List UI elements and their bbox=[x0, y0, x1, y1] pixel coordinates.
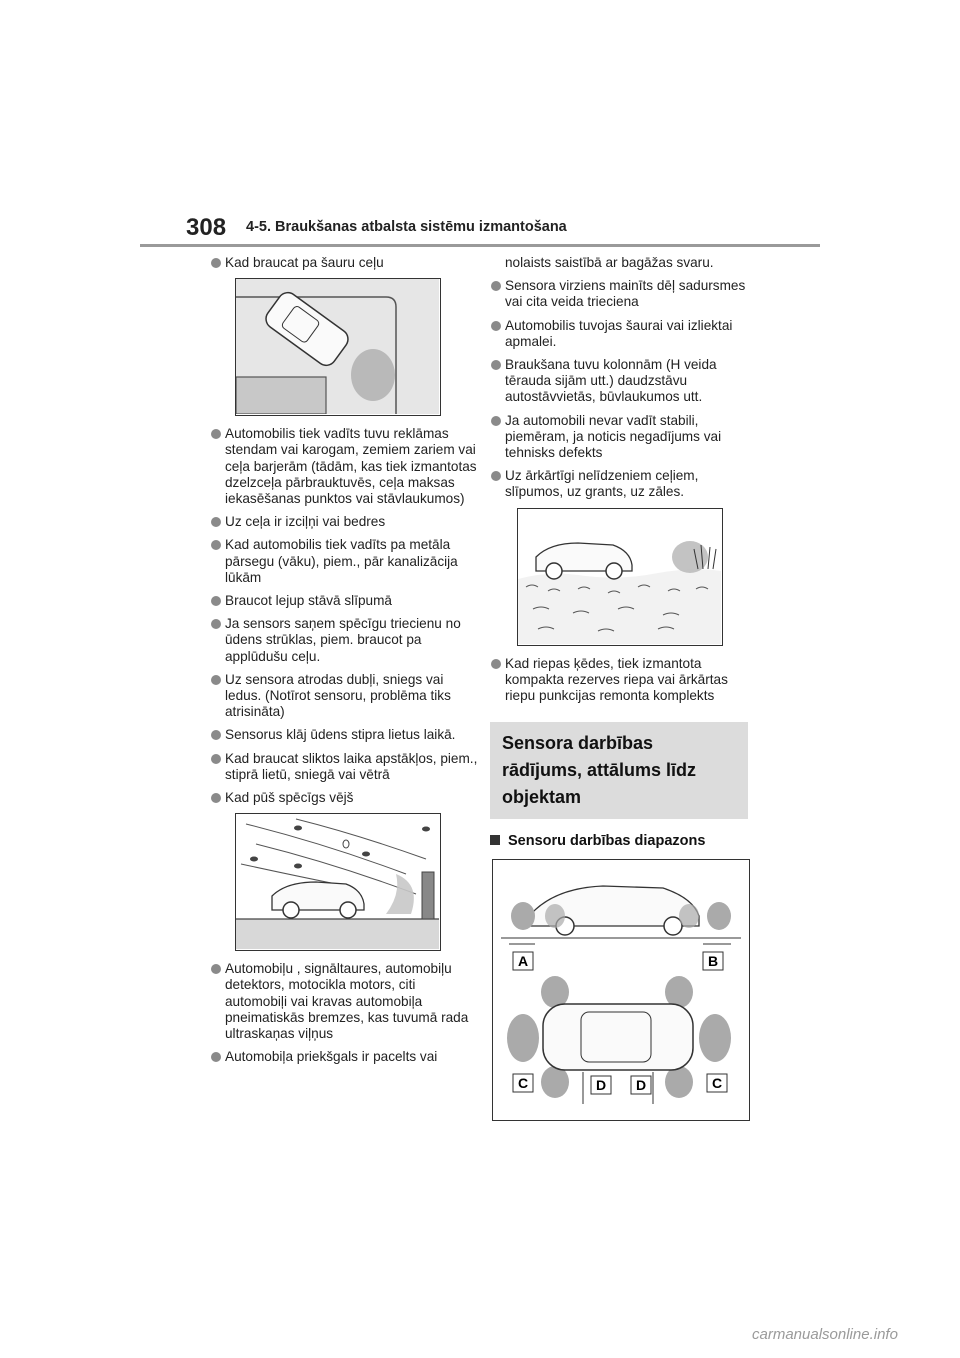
strong-wind-illustration bbox=[235, 813, 441, 951]
list-item: Kad automobilis tiek vadīts pa metāla pārsegu (vāku), piem., pār kanalizācija lūkām bbox=[210, 537, 478, 586]
continued-text: nolaists saistībā ar bagāžas svaru. bbox=[505, 255, 714, 270]
list-item: Uz ārkārtīgi nelīdzeniem ceļiem, slīpumos, uz grants, uz zāles. bbox=[490, 468, 758, 500]
list-item: Automobiļu , signāltaures, automobiļu detektors, motocikla motors, citi automobiļi vai kravas automobiļa pneimatiskās bremzes, kas tuvumā rada ultraskaņas viļņus bbox=[210, 961, 478, 1042]
subheading: Sensoru darbības diapazons bbox=[490, 833, 758, 849]
narrow-road-illustration bbox=[235, 278, 441, 416]
list-item: Braukšana tuvu kolonnām (H veida tērauda sijām utt.) daudzstāvu autostāvvietās, būvlaukumos utt. bbox=[490, 357, 758, 406]
list-item: Automobilis tuvojas šaurai vai izliektai apmalei. bbox=[490, 318, 758, 350]
square-bullet-icon bbox=[490, 835, 500, 845]
sensor-range-diagram bbox=[492, 859, 750, 1121]
list-item: Automobilis tiek vadīts tuvu reklāmas stendam vai karogam, zemiem zariem vai ceļa barjerām (tādām, kas tiek izmantotas dzelzceļa pārbrauktuvēs, ceļa maksas iekasēšanas punktos vai stāvlaukumos) bbox=[210, 426, 478, 507]
rough-road-illustration bbox=[517, 508, 723, 646]
label-c-left: C bbox=[517, 1075, 529, 1092]
list-item: Sensorus klāj ūdens stipra lietus laikā. bbox=[210, 727, 478, 743]
page-number: 308 bbox=[186, 214, 227, 241]
chapter-title: 4-5. Braukšanas atbalsta sistēmu izmantošana bbox=[246, 219, 567, 235]
page-header bbox=[0, 0, 960, 250]
list-item: Kad braucat pa šauru ceļu bbox=[210, 255, 478, 271]
list-item: Kad riepas ķēdes, tiek izmantota kompakta rezerves riepa vai ārkārtas riepu punkcijas remonta komplekts bbox=[490, 656, 758, 705]
left-column bbox=[210, 255, 478, 1072]
watermark: carmanualsonline.info bbox=[752, 1326, 898, 1343]
list-item: Braucot lejup stāvā slīpumā bbox=[210, 593, 478, 609]
header-divider bbox=[140, 244, 820, 247]
list-item: Ja automobili nevar vadīt stabili, piemēram, ja noticis negadījums vai tehnisks defekts bbox=[490, 413, 758, 462]
label-b: B bbox=[707, 953, 719, 970]
label-d-left: D bbox=[595, 1077, 607, 1094]
list-item: Sensora virziens mainīts dēļ sadursmes vai cita veida trieciena bbox=[490, 278, 758, 310]
list-item: Kad braucat sliktos laika apstākļos, piem., stiprā lietū, sniegā vai vētrā bbox=[210, 751, 478, 783]
label-d-right: D bbox=[635, 1077, 647, 1094]
list-item: Uz ceļa ir izciļņi vai bedres bbox=[210, 514, 478, 530]
section-heading-box bbox=[490, 722, 748, 819]
list-item: Kad pūš spēcīgs vējš bbox=[210, 790, 478, 806]
list-item: Automobiļa priekšgals ir pacelts vai bbox=[210, 1049, 478, 1065]
list-item: Uz sensora atrodas dubļi, sniegs vai ledus. (Notīrot sensoru, problēma tiks atrisināta) bbox=[210, 672, 478, 721]
list-item: Ja sensors saņem spēcīgu triecienu no ūdens strūklas, piem. braucot pa applūdušu ceļu. bbox=[210, 616, 478, 665]
right-column bbox=[490, 255, 758, 1131]
label-c-right: C bbox=[711, 1075, 723, 1092]
section-title: Sensora darbības rādījums, attālums līdz objektam bbox=[502, 733, 697, 808]
label-a: A bbox=[517, 953, 529, 970]
